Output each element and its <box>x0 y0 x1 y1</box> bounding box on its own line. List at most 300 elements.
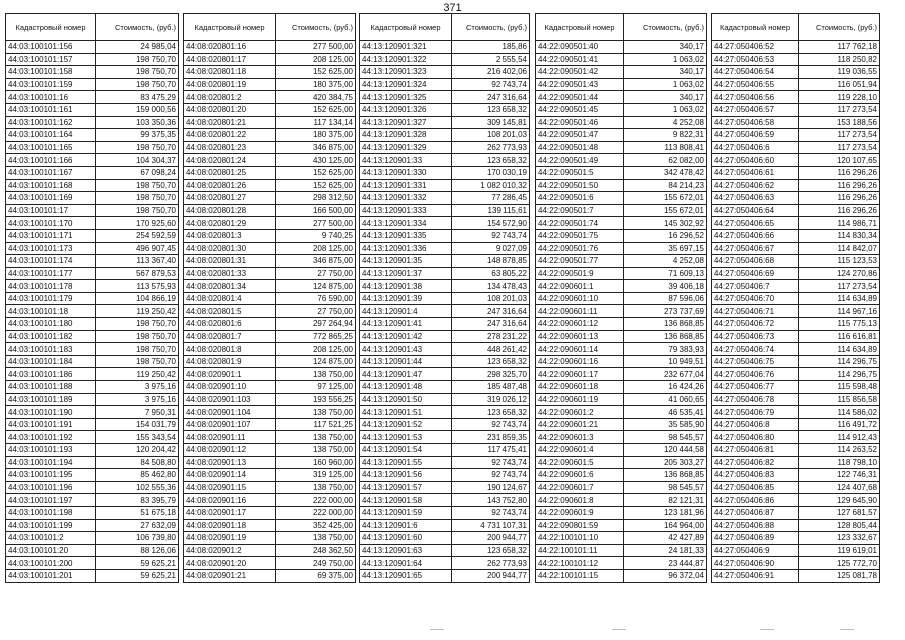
cost-cell: 108 201,03 <box>452 129 530 142</box>
cadastral-number-cell: 44:22:090501:49 <box>536 154 624 167</box>
cadastral-number-cell: 44:22:090601:4 <box>536 444 624 457</box>
cost-cell: 180 375,00 <box>276 78 356 91</box>
cadastral-number-cell: 44:03:100101:182 <box>6 330 96 343</box>
cost-cell: 340,17 <box>624 41 707 54</box>
cost-cell: 117 273,54 <box>799 103 880 116</box>
cadastral-number-cell: 44:03:100101:171 <box>6 229 96 242</box>
cost-cell: 23 444,87 <box>624 557 707 570</box>
table-row <box>6 355 179 368</box>
cost-cell: 123 658,32 <box>452 103 530 116</box>
cadastral-number-cell: 44:22:090601:19 <box>536 393 624 406</box>
cost-cell: 114 634,89 <box>799 292 880 305</box>
table-row <box>184 217 356 230</box>
table-row <box>712 393 880 406</box>
cadastral-number-cell: 44:22:090601:3 <box>536 431 624 444</box>
table-row <box>360 217 530 230</box>
cost-cell: 114 296,75 <box>799 355 880 368</box>
cadastral-number-cell: 44:13:120901:325 <box>360 91 452 104</box>
cost-cell: 115 598,48 <box>799 381 880 394</box>
table-row <box>184 393 356 406</box>
cost-cell: 123 658,32 <box>452 406 530 419</box>
cadastral-number-cell: 44:27:050406:88 <box>712 519 799 532</box>
table-row <box>360 506 530 519</box>
cadastral-number-cell: 44:08:020801:29 <box>184 217 276 230</box>
table-row <box>712 129 880 142</box>
cost-cell: 123 181,96 <box>624 506 707 519</box>
cadastral-number-cell: 44:03:100101:186 <box>6 368 96 381</box>
cadastral-number-cell: 44:03:100101:165 <box>6 141 96 154</box>
cadastral-number-cell: 44:03:100101:196 <box>6 481 96 494</box>
cadastral-number-cell: 44:13:120901:42 <box>360 330 452 343</box>
cadastral-number-cell: 44:03:100101:191 <box>6 418 96 431</box>
table-row <box>6 217 179 230</box>
table-row <box>712 355 880 368</box>
cadastral-number-cell: 44:22:090501:41 <box>536 53 624 66</box>
table-row <box>536 192 707 205</box>
cost-cell: 139 115,61 <box>452 204 530 217</box>
cost-cell: 42 427,89 <box>624 532 707 545</box>
cost-cell: 99 375,35 <box>96 129 179 142</box>
cost-cell: 83 475,29 <box>96 91 179 104</box>
table-row <box>6 444 179 457</box>
cost-cell: 298 312,50 <box>276 192 356 205</box>
cadastral-number-cell: 44:08:020901:18 <box>184 519 276 532</box>
table-row <box>712 481 880 494</box>
cost-cell: 103 350,36 <box>96 116 179 129</box>
table-row <box>6 343 179 356</box>
table-row <box>360 305 530 318</box>
cadastral-number-cell: 44:03:100101:169 <box>6 192 96 205</box>
cadastral-number-cell: 44:08:020801:3 <box>184 229 276 242</box>
cost-cell: 180 375,00 <box>276 129 356 142</box>
table-row <box>184 557 356 570</box>
cadastral-number-cell: 44:03:100101:193 <box>6 444 96 457</box>
table-row <box>536 318 707 331</box>
cadastral-number-cell: 44:27:050406:68 <box>712 255 799 268</box>
cost-cell: 71 609,13 <box>624 267 707 280</box>
cadastral-number-cell: 44:03:100101:20 <box>6 544 96 557</box>
table-row <box>184 355 356 368</box>
cadastral-number-cell: 44:08:020901:1 <box>184 368 276 381</box>
cadastral-number-cell: 44:22:100101:15 <box>536 569 624 582</box>
table-row <box>360 242 530 255</box>
header-cost: Стоимость, (руб.) <box>452 14 530 41</box>
cadastral-number-cell: 44:03:100101:200 <box>6 557 96 570</box>
cadastral-number-cell: 44:03:100101:192 <box>6 431 96 444</box>
cost-cell: 155 672,01 <box>624 192 707 205</box>
cost-cell: 117 521,25 <box>276 418 356 431</box>
table-row <box>360 154 530 167</box>
cadastral-number-cell: 44:03:100101:167 <box>6 166 96 179</box>
cost-cell: 119 036,55 <box>799 66 880 79</box>
cadastral-number-cell: 44:08:020901:15 <box>184 481 276 494</box>
cost-cell: 123 658,32 <box>452 154 530 167</box>
table-row <box>184 431 356 444</box>
cost-cell: 67 098,24 <box>96 166 179 179</box>
cost-cell: 152 625,00 <box>276 166 356 179</box>
cost-cell: 63 805,22 <box>452 267 530 280</box>
cost-cell: 2 555,54 <box>452 53 530 66</box>
cost-cell: 116 616,81 <box>799 330 880 343</box>
cadastral-number-cell: 44:27:050406:59 <box>712 129 799 142</box>
cadastral-number-cell: 44:27:050406:55 <box>712 78 799 91</box>
cadastral-number-cell: 44:22:090501:75 <box>536 229 624 242</box>
cost-cell: 232 677,04 <box>624 368 707 381</box>
cost-cell: 114 296,75 <box>799 368 880 381</box>
table-row <box>536 481 707 494</box>
table-row <box>536 204 707 217</box>
cadastral-number-cell: 44:08:020801:5 <box>184 305 276 318</box>
table-row <box>6 255 179 268</box>
cost-cell: 185 487,48 <box>452 381 530 394</box>
cadastral-number-cell: 44:13:120901:64 <box>360 557 452 570</box>
cost-cell: 159 000,56 <box>96 103 179 116</box>
cadastral-number-cell: 44:27:050406:82 <box>712 456 799 469</box>
cadastral-number-cell: 44:27:050406:62 <box>712 179 799 192</box>
table-row <box>184 318 356 331</box>
cadastral-number-cell: 44:13:120901:47 <box>360 368 452 381</box>
cadastral-number-cell: 44:22:090601:13 <box>536 330 624 343</box>
table-row <box>536 494 707 507</box>
cost-cell: 16 424,26 <box>624 381 707 394</box>
cost-cell: 247 316,64 <box>452 91 530 104</box>
table-row <box>536 393 707 406</box>
cost-cell: 119 619,01 <box>799 544 880 557</box>
cadastral-number-cell: 44:03:100101:179 <box>6 292 96 305</box>
table-row <box>360 519 530 532</box>
cost-cell: 124 875,00 <box>276 355 356 368</box>
cadastral-number-cell: 44:27:050406:78 <box>712 393 799 406</box>
cadastral-number-cell: 44:27:050406:87 <box>712 506 799 519</box>
cadastral-number-cell: 44:13:120901:59 <box>360 506 452 519</box>
cadastral-number-cell: 44:08:020901:21 <box>184 569 276 582</box>
cadastral-number-cell: 44:13:120901:53 <box>360 431 452 444</box>
cost-cell: 231 859,35 <box>452 431 530 444</box>
cost-cell: 170 925,60 <box>96 217 179 230</box>
cost-cell: 297 264,94 <box>276 318 356 331</box>
table-row <box>712 267 880 280</box>
cost-cell: 170 030,19 <box>452 166 530 179</box>
cadastral-number-cell: 44:27:050406:6 <box>712 141 799 154</box>
cadastral-number-cell: 44:13:120901:332 <box>360 192 452 205</box>
cost-cell: 116 051,94 <box>799 78 880 91</box>
cadastral-table-1 <box>5 13 179 583</box>
cost-cell: 117 273,54 <box>799 129 880 142</box>
cadastral-number-cell: 44:27:050406:74 <box>712 343 799 356</box>
header-cadastral-number: Кадастровый номер <box>536 14 624 41</box>
cadastral-number-cell: 44:22:090601:7 <box>536 481 624 494</box>
cadastral-number-cell: 44:27:050406:85 <box>712 481 799 494</box>
table-row <box>184 141 356 154</box>
cost-cell: 273 737,69 <box>624 305 707 318</box>
cost-cell: 84 214,23 <box>624 179 707 192</box>
table-row <box>712 456 880 469</box>
cadastral-number-cell: 44:22:090601:12 <box>536 318 624 331</box>
table-row <box>712 141 880 154</box>
table-row <box>712 166 880 179</box>
cadastral-number-cell: 44:03:100101:157 <box>6 53 96 66</box>
cadastral-number-cell: 44:27:050406:81 <box>712 444 799 457</box>
cost-cell: 97 125,00 <box>276 381 356 394</box>
table-row <box>712 569 880 582</box>
cadastral-number-cell: 44:22:090601:9 <box>536 506 624 519</box>
cadastral-number-cell: 44:22:090501:42 <box>536 66 624 79</box>
table-row <box>712 179 880 192</box>
cost-cell: 222 000,00 <box>276 494 356 507</box>
cadastral-number-cell: 44:22:090601:1 <box>536 280 624 293</box>
cadastral-number-cell: 44:13:120901:335 <box>360 229 452 242</box>
table-row <box>536 418 707 431</box>
table-row <box>360 557 530 570</box>
table-row <box>712 66 880 79</box>
cadastral-number-cell: 44:13:120901:37 <box>360 267 452 280</box>
table-row <box>184 532 356 545</box>
table-row <box>360 343 530 356</box>
table-row <box>360 292 530 305</box>
cadastral-number-cell: 44:22:090501:40 <box>536 41 624 54</box>
cadastral-number-cell: 44:08:020901:107 <box>184 418 276 431</box>
table-row <box>6 267 179 280</box>
cadastral-number-cell: 44:08:020801:26 <box>184 179 276 192</box>
table-row <box>536 242 707 255</box>
table-row <box>536 41 707 54</box>
cost-cell: 247 316,64 <box>452 318 530 331</box>
table-row <box>712 557 880 570</box>
cadastral-number-cell: 44:13:120901:50 <box>360 393 452 406</box>
table-row <box>360 355 530 368</box>
cadastral-number-cell: 44:27:050406:67 <box>712 242 799 255</box>
cost-cell: 114 967,16 <box>799 305 880 318</box>
table-row <box>360 53 530 66</box>
cadastral-number-cell: 44:03:100101:164 <box>6 129 96 142</box>
cost-cell: 51 675,18 <box>96 506 179 519</box>
table-row <box>6 481 179 494</box>
cadastral-number-cell: 44:22:090601:11 <box>536 305 624 318</box>
cadastral-number-cell: 44:22:090501:6 <box>536 192 624 205</box>
cadastral-number-cell: 44:13:120901:336 <box>360 242 452 255</box>
cadastral-number-cell: 44:08:020801:7 <box>184 330 276 343</box>
cadastral-number-cell: 44:22:090501:5 <box>536 166 624 179</box>
table-row <box>360 444 530 457</box>
cadastral-number-cell: 44:27:050406:73 <box>712 330 799 343</box>
cost-cell: 123 332,67 <box>799 532 880 545</box>
table-row <box>536 381 707 394</box>
cost-cell: 117 134,14 <box>276 116 356 129</box>
table-row <box>536 506 707 519</box>
table-row <box>6 557 179 570</box>
table-row <box>6 506 179 519</box>
cost-cell: 148 878,85 <box>452 255 530 268</box>
table-row <box>184 242 356 255</box>
table-row <box>360 418 530 431</box>
cadastral-number-cell: 44:03:100101:16 <box>6 91 96 104</box>
cost-cell: 46 535,41 <box>624 406 707 419</box>
cost-cell: 124 270,86 <box>799 267 880 280</box>
table-row <box>184 267 356 280</box>
cost-cell: 117 762,18 <box>799 41 880 54</box>
cadastral-number-cell: 44:03:100101:184 <box>6 355 96 368</box>
cadastral-number-cell: 44:27:050406:60 <box>712 154 799 167</box>
cost-cell: 16 296,52 <box>624 229 707 242</box>
cadastral-number-cell: 44:27:050406:80 <box>712 431 799 444</box>
table-row <box>712 229 880 242</box>
cost-cell: 136 868,85 <box>624 318 707 331</box>
table-row <box>6 204 179 217</box>
cost-cell: 124 875,00 <box>276 280 356 293</box>
cadastral-number-cell: 44:03:100101:177 <box>6 267 96 280</box>
cadastral-number-cell: 44:22:100101:12 <box>536 557 624 570</box>
cadastral-number-cell: 44:22:090601:18 <box>536 381 624 394</box>
cost-cell: 117 273,54 <box>799 280 880 293</box>
table-row <box>6 66 179 79</box>
table-row <box>536 217 707 230</box>
table-row <box>360 532 530 545</box>
cadastral-number-cell: 44:22:100101:10 <box>536 532 624 545</box>
cadastral-number-cell: 44:03:100101:168 <box>6 179 96 192</box>
table-row <box>184 343 356 356</box>
table-row <box>712 280 880 293</box>
cost-cell: 127 681,57 <box>799 506 880 519</box>
cadastral-number-cell: 44:27:050406:69 <box>712 267 799 280</box>
cost-cell: 27 750,00 <box>276 305 356 318</box>
cost-cell: 118 798,10 <box>799 456 880 469</box>
scan-mark <box>840 629 854 630</box>
cadastral-number-cell: 44:22:090501:46 <box>536 116 624 129</box>
cost-cell: 62 082,00 <box>624 154 707 167</box>
cost-cell: 115 775,13 <box>799 318 880 331</box>
table-row <box>536 557 707 570</box>
cost-cell: 138 750,00 <box>276 481 356 494</box>
table-row <box>712 103 880 116</box>
cost-cell: 24 985,04 <box>96 41 179 54</box>
cadastral-number-cell: 44:22:090501:44 <box>536 91 624 104</box>
cadastral-number-cell: 44:08:020901:2 <box>184 544 276 557</box>
cadastral-number-cell: 44:27:050406:7 <box>712 280 799 293</box>
cost-cell: 113 808,41 <box>624 141 707 154</box>
cadastral-number-cell: 44:08:020901:103 <box>184 393 276 406</box>
table-row <box>712 343 880 356</box>
cost-cell: 24 181,33 <box>624 544 707 557</box>
cost-cell: 83 395,79 <box>96 494 179 507</box>
cost-cell: 152 625,00 <box>276 179 356 192</box>
cost-cell: 248 362,50 <box>276 544 356 557</box>
cost-cell: 198 750,70 <box>96 330 179 343</box>
cost-cell: 3 975,16 <box>96 393 179 406</box>
cost-cell: 117 273,54 <box>799 141 880 154</box>
cadastral-number-cell: 44:08:020801:16 <box>184 41 276 54</box>
header-cost: Стоимость, (руб.) <box>276 14 356 41</box>
cadastral-number-cell: 44:08:020801:9 <box>184 355 276 368</box>
cost-cell: 198 750,70 <box>96 192 179 205</box>
table-row <box>184 481 356 494</box>
cost-cell: 129 645,90 <box>799 494 880 507</box>
table-row <box>536 544 707 557</box>
cadastral-number-cell: 44:22:090501:45 <box>536 103 624 116</box>
table-row <box>360 330 530 343</box>
cost-cell: 496 907,45 <box>96 242 179 255</box>
cadastral-number-cell: 44:13:120901:331 <box>360 179 452 192</box>
table-row <box>6 292 179 305</box>
cadastral-number-cell: 44:08:020801:22 <box>184 129 276 142</box>
cost-cell: 3 975,16 <box>96 381 179 394</box>
cost-cell: 420 384,75 <box>276 91 356 104</box>
cost-cell: 185,86 <box>452 41 530 54</box>
cost-cell: 319 125,00 <box>276 469 356 482</box>
table-row <box>6 318 179 331</box>
cost-cell: 222 000,00 <box>276 506 356 519</box>
table-row <box>712 381 880 394</box>
cadastral-number-cell: 44:08:020801:23 <box>184 141 276 154</box>
header-cadastral-number: Кадастровый номер <box>360 14 452 41</box>
table-row <box>184 292 356 305</box>
table-row <box>536 292 707 305</box>
table-row <box>184 116 356 129</box>
table-row <box>712 469 880 482</box>
cost-cell: 247 316,64 <box>452 305 530 318</box>
table-row <box>360 368 530 381</box>
table-row <box>6 393 179 406</box>
cadastral-number-cell: 44:08:020901:14 <box>184 469 276 482</box>
cadastral-number-cell: 44:13:120901:58 <box>360 494 452 507</box>
table-row <box>712 519 880 532</box>
table-row <box>536 532 707 545</box>
cadastral-number-cell: 44:13:120901:327 <box>360 116 452 129</box>
cadastral-number-cell: 44:03:100101:2 <box>6 532 96 545</box>
cost-cell: 138 750,00 <box>276 532 356 545</box>
cost-cell: 143 752,80 <box>452 494 530 507</box>
cadastral-number-cell: 44:27:050406:58 <box>712 116 799 129</box>
table-row <box>6 78 179 91</box>
cost-cell: 92 743,74 <box>452 456 530 469</box>
cost-cell: 136 868,85 <box>624 330 707 343</box>
cadastral-number-cell: 44:13:120901:4 <box>360 305 452 318</box>
cost-cell: 262 773,93 <box>452 557 530 570</box>
cost-cell: 84 508,80 <box>96 456 179 469</box>
table-row <box>6 242 179 255</box>
cadastral-number-cell: 44:08:020901:104 <box>184 406 276 419</box>
cadastral-number-cell: 44:27:050406:66 <box>712 229 799 242</box>
cadastral-number-cell: 44:08:020901:11 <box>184 431 276 444</box>
cost-cell: 119 250,42 <box>96 305 179 318</box>
cost-cell: 155 672,01 <box>624 204 707 217</box>
table-row <box>6 280 179 293</box>
table-row <box>712 204 880 217</box>
cost-cell: 10 949,51 <box>624 355 707 368</box>
cost-cell: 1 063,02 <box>624 78 707 91</box>
table-row <box>184 418 356 431</box>
cadastral-number-cell: 44:08:020801:33 <box>184 267 276 280</box>
cost-cell: 198 750,70 <box>96 204 179 217</box>
cadastral-number-cell: 44:27:050406:70 <box>712 292 799 305</box>
cost-cell: 118 250,82 <box>799 53 880 66</box>
table-row <box>360 267 530 280</box>
cadastral-number-cell: 44:22:090601:16 <box>536 355 624 368</box>
table-row <box>712 154 880 167</box>
cost-cell: 346 875,00 <box>276 255 356 268</box>
cadastral-number-cell: 44:22:090601:2 <box>536 406 624 419</box>
cadastral-number-cell: 44:27:050406:8 <box>712 418 799 431</box>
scan-mark <box>612 629 626 630</box>
table-row <box>536 330 707 343</box>
cost-cell: 92 743,74 <box>452 418 530 431</box>
table-row <box>6 456 179 469</box>
cadastral-number-cell: 44:13:120901:39 <box>360 292 452 305</box>
cost-cell: 198 750,70 <box>96 141 179 154</box>
cadastral-number-cell: 44:13:120901:329 <box>360 141 452 154</box>
cadastral-number-cell: 44:13:120901:38 <box>360 280 452 293</box>
cost-cell: 82 121,31 <box>624 494 707 507</box>
cadastral-number-cell: 44:08:020801:8 <box>184 343 276 356</box>
